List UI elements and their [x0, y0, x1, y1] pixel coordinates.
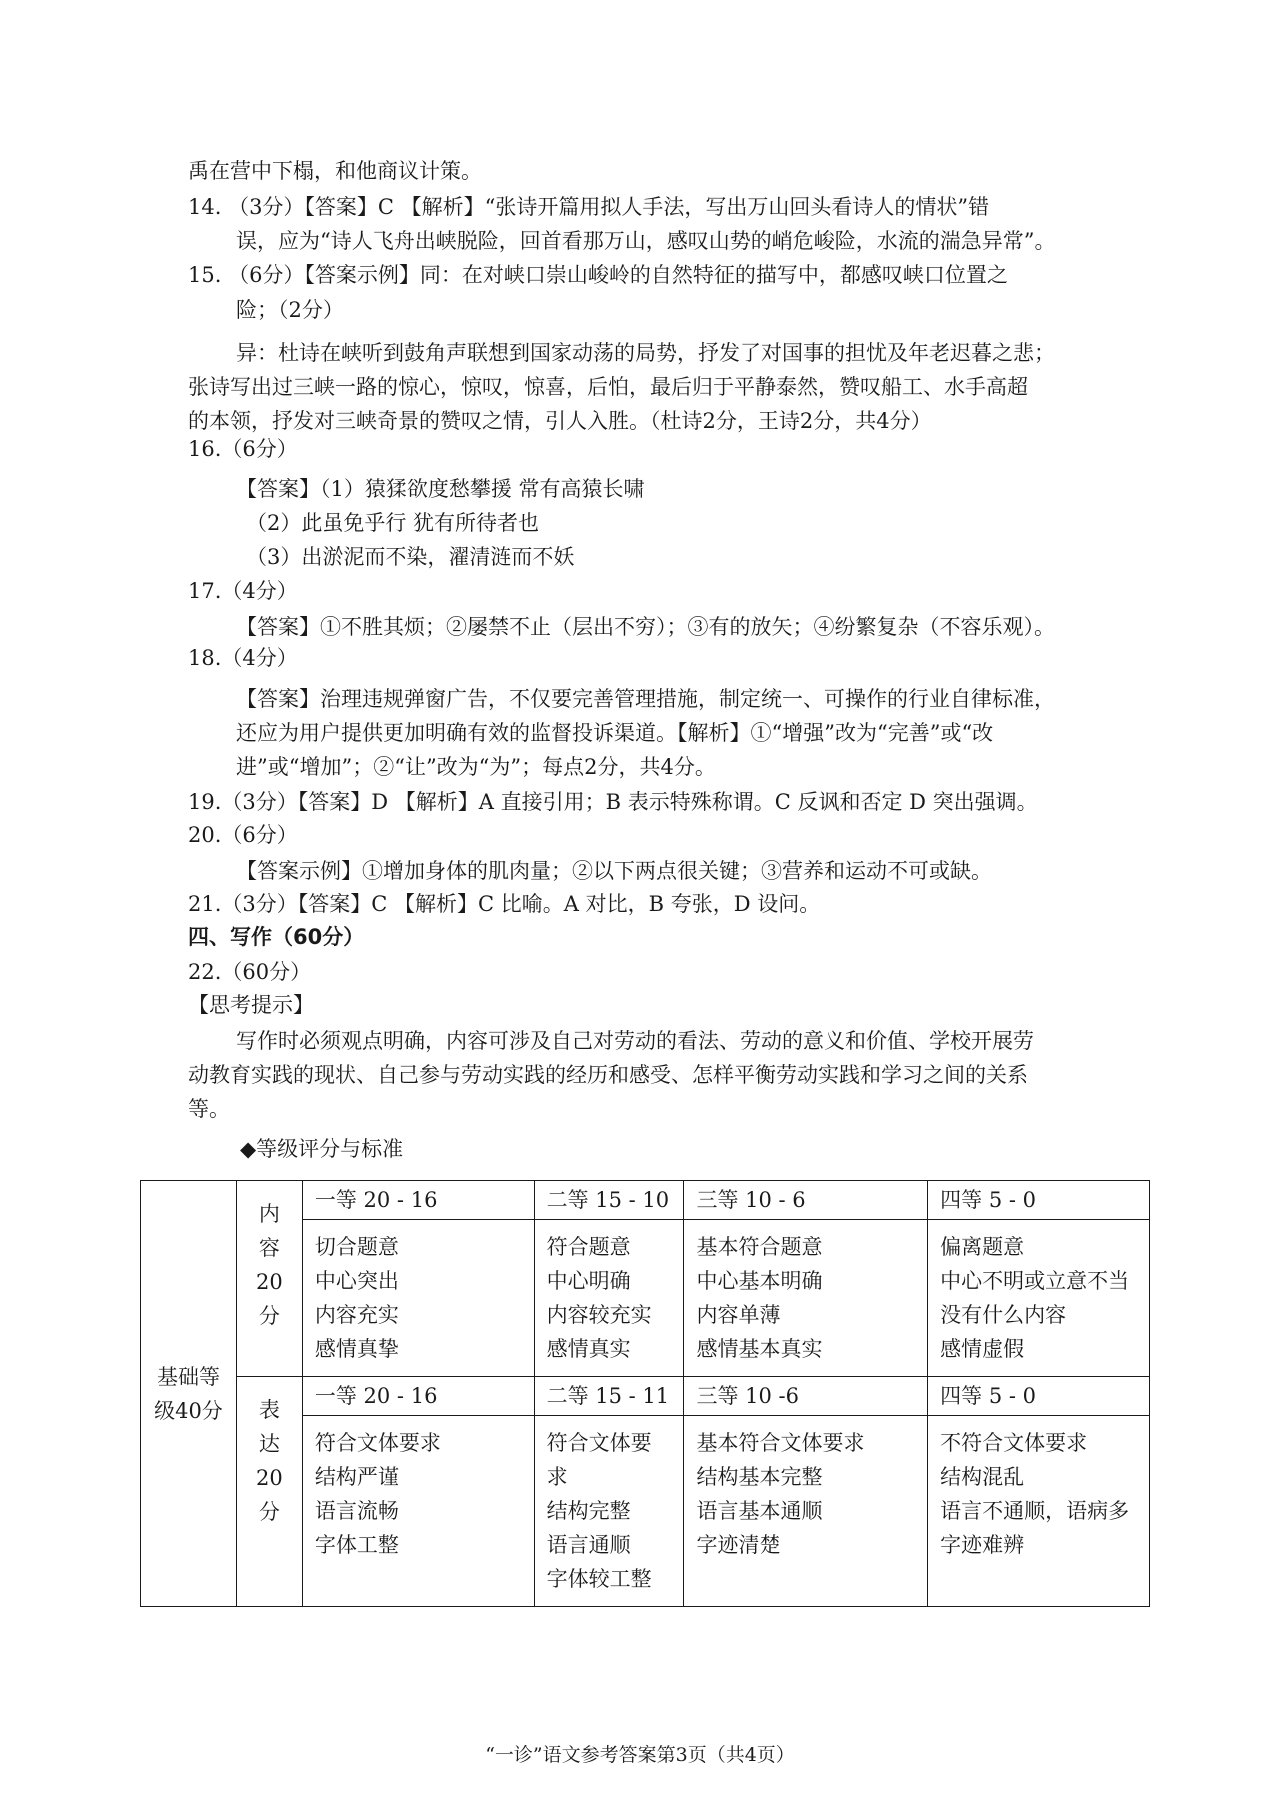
base-level-label: 基础等 级40分: [141, 1181, 237, 1607]
level-header: 二等 15 - 11: [534, 1377, 684, 1416]
text-line: 误，应为“诗人飞舟出峡脱险，回首看那万山，感叹山势的峭危峻险，水流的湍急异常”。: [236, 229, 1056, 253]
page-footer: “一诊”语文参考答案第3页（共4页）: [485, 1744, 795, 1766]
text-line: 写作时必须观点明确，内容可涉及自己对劳动的看法、劳动的意义和价值、学校开展劳: [236, 1029, 1034, 1053]
text-line: （3）出淤泥而不染，濯清涟而不妖: [246, 545, 575, 569]
criteria-cell: 基本符合题意 中心基本明确 内容单薄 感情基本真实: [684, 1220, 928, 1377]
level-header: 四等 5 - 0: [928, 1377, 1150, 1416]
text-line: 险；（2分）: [236, 298, 344, 322]
text-line: 14. （3分）【答案】C 【解析】“张诗开篇用拟人手法，写出万山回头看诗人的情状”错: [188, 195, 990, 219]
table-caption: ◆等级评分与标准: [240, 1137, 404, 1161]
section-heading: 四、写作（60分）: [188, 925, 365, 949]
criteria-cell: 不符合文体要求 结构混乱 语言不通顺，语病多 字迹难辨: [928, 1416, 1150, 1607]
content-category-label: 内 容 20 分: [236, 1181, 302, 1377]
text-line: 16.（6分）: [188, 437, 298, 461]
text-line: 异：杜诗在峡听到鼓角声联想到国家动荡的局势，抒发了对国事的担忧及年老迟暮之悲；: [236, 341, 1055, 365]
criteria-cell: 符合文体要求 结构严谨 语言流畅 字体工整: [302, 1416, 534, 1607]
text-line: 15. （6分）【答案示例】同：在对峡口崇山峻岭的自然特征的描写中，都感叹峡口位置之: [188, 263, 1008, 287]
level-header: 一等 20 - 16: [302, 1181, 534, 1220]
text-line: 【思考提示】: [188, 993, 314, 1017]
level-header: 三等 10 - 6: [684, 1181, 928, 1220]
text-line: 22.（60分）: [188, 960, 312, 984]
text-line: 禹在营中下榻，和他商议计策。: [188, 159, 482, 183]
text-line: 17.（4分）: [188, 579, 298, 603]
text-line: 张诗写出过三峡一路的惊心，惊叹，惊喜，后怕，最后归于平静泰然，赞叹船工、水手高超: [188, 375, 1028, 399]
level-header: 三等 10 -6: [684, 1377, 928, 1416]
text-line: 动教育实践的现状、自己参与劳动实践的经历和感受、怎样平衡劳动实践和学习之间的关系: [188, 1063, 1028, 1087]
text-line: 【答案示例】①增加身体的肌肉量；②以下两点很关键；③营养和运动不可或缺。: [236, 859, 992, 883]
text-line: 【答案】（1）猿猱欲度愁攀援 常有高猿长啸: [236, 477, 645, 501]
level-header: 一等 20 - 16: [302, 1377, 534, 1416]
text-line: 21.（3分）【答案】C 【解析】C 比喻。A 对比，B 夸张，D 设问。: [188, 892, 821, 916]
text-line: （2）此虽免乎行 犹有所待者也: [246, 511, 540, 535]
criteria-cell: 符合题意 中心明确 内容较充实 感情真实: [534, 1220, 684, 1377]
criteria-cell: 切合题意 中心突出 内容充实 感情真挚: [302, 1220, 534, 1377]
level-header: 二等 15 - 10: [534, 1181, 684, 1220]
level-header: 四等 5 - 0: [928, 1181, 1150, 1220]
expression-category-label: 表 达 20 分: [236, 1377, 302, 1607]
text-line: 20.（6分）: [188, 823, 298, 847]
text-line: 【答案】①不胜其烦；②屡禁不止（层出不穷）；③有的放矢；④纷繁复杂（不容乐观）。: [236, 615, 1055, 639]
text-line: 还应为用户提供更加明确有效的监督投诉渠道。【解析】①“增强”改为“完善”或“改: [236, 721, 994, 745]
criteria-cell: 偏离题意 中心不明或立意不当 没有什么内容 感情虚假: [928, 1220, 1150, 1377]
text-line: 的本领，抒发对三峡奇景的赞叹之情，引人入胜。（杜诗2分，王诗2分，共4分）: [188, 409, 932, 433]
text-line: 进”或“增加”；②“让”改为“为”；每点2分，共4分。: [236, 755, 716, 779]
grading-table: [140, 1180, 1150, 1607]
criteria-cell: 基本符合文体要求 结构基本完整 语言基本通顺 字迹清楚: [684, 1416, 928, 1607]
criteria-cell: 符合文体要求 结构完整 语言通顺 字体较工整: [534, 1416, 684, 1607]
text-line: 等。: [188, 1097, 230, 1121]
text-line: 18.（4分）: [188, 646, 298, 670]
text-line: 19.（3分）【答案】D 【解析】A 直接引用；B 表示特殊称谓。C 反讽和否定 D 突出强调。: [188, 790, 1038, 814]
text-line: 【答案】治理违规弹窗广告，不仅要完善管理措施，制定统一、可操作的行业自律标准，: [236, 687, 1055, 711]
